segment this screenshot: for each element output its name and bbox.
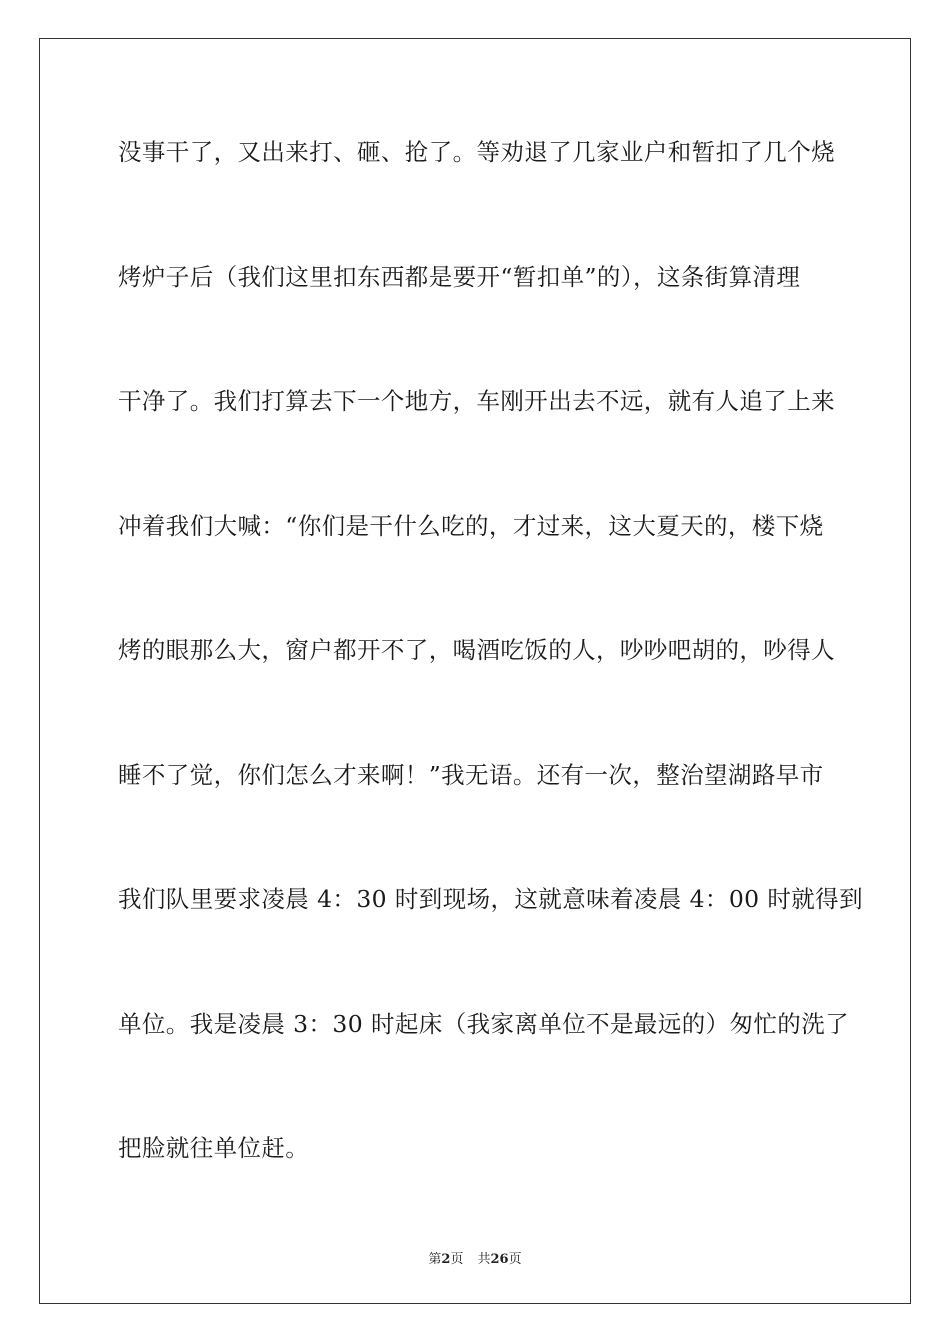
total-pages: 26 xyxy=(490,1252,509,1267)
text-line-3: 干净了。我们打算去下一个地方，车刚开出去不远，就有人追了上来 xyxy=(118,387,835,415)
text-line-6: 睡不了觉，你们怎么才来啊！”我无语。还有一次，整治望湖路早市 xyxy=(118,760,824,789)
text-line-2: 烤炉子后（我们这里扣东西都是要开“暂扣单”的），这条街算清理 xyxy=(118,262,801,291)
text-line-8: 单位。我是凌晨 3：30 时起床（我家离单位不是最远的）匆忙的洗了 xyxy=(118,1009,849,1038)
page-suffix: 页 xyxy=(450,1252,464,1267)
text-line-4: 冲着我们大喊：“你们是干什么吃的，才过来，这大夏天的，楼下烧 xyxy=(118,511,824,540)
page-prefix: 第 xyxy=(428,1252,442,1267)
text-line-7: 我们队里要求凌晨 4：30 时到现场，这就意味着凌晨 4：00 时就得到 xyxy=(118,885,863,913)
page-number: 2 xyxy=(441,1252,451,1267)
text-line-9: 把脸就往单位赶。 xyxy=(118,1134,310,1162)
text-line-1: 没事干了，又出来打、砸、抢了。等劝退了几家业户和暂扣了几个烧 xyxy=(118,138,835,166)
page-footer xyxy=(0,1248,950,1267)
body-text xyxy=(118,126,863,1247)
text-line-5: 烤的眼那么大，窗户都开不了，喝酒吃饭的人，吵吵吧胡的，吵得人 xyxy=(118,636,835,664)
total-prefix: 共 xyxy=(477,1252,491,1267)
total-suffix: 页 xyxy=(508,1252,522,1267)
